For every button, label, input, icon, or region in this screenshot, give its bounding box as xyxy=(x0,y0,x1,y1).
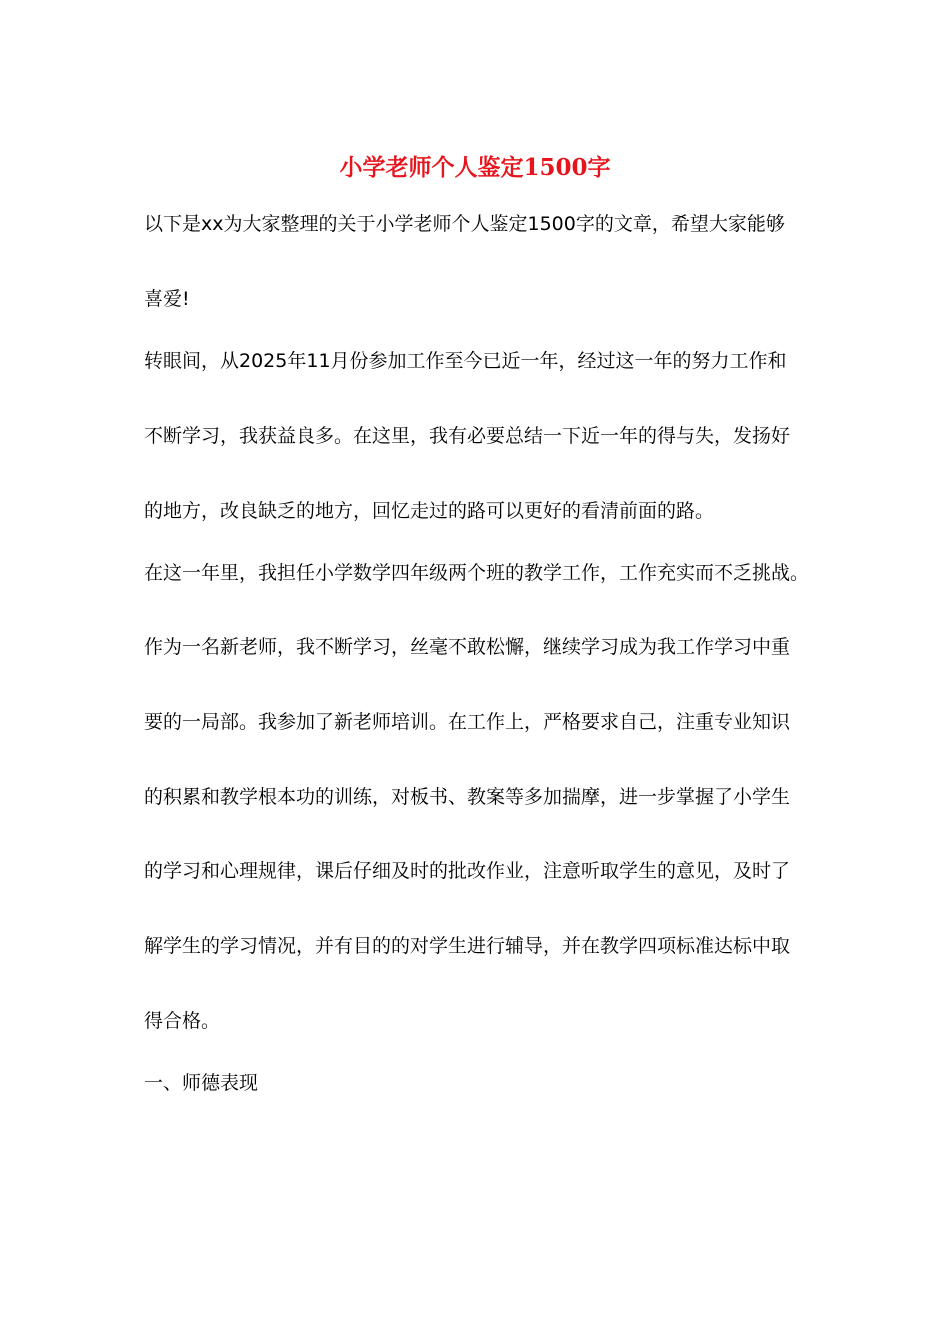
paragraph2-line-3: 要的一局部。我参加了新老师培训。在工作上，严格要求自己，注重专业知识 xyxy=(144,711,791,733)
paragraph2-line-4: 的积累和教学根本功的训练，对板书、教案等多加揣摩，进一步掌握了小学生 xyxy=(144,786,791,808)
paragraph1-line-1: 转眼间，从2025年11月份参加工作至今已近一年，经过这一年的努力工作和 xyxy=(144,350,787,372)
document-title: 小学老师个人鉴定1500字 xyxy=(339,154,611,181)
paragraph2-line-1: 在这一年里，我担任小学数学四年级两个班的教学工作，工作充实而不乏挑战。 xyxy=(144,562,810,584)
paragraph2-line-5: 的学习和心理规律，课后仔细及时的批改作业，注意听取学生的意见，及时了 xyxy=(144,860,791,882)
intro-line-2: 喜爱! xyxy=(144,288,190,310)
paragraph2-line-2: 作为一名新老师，我不断学习，丝毫不敢松懈，继续学习成为我工作学习中重 xyxy=(144,636,791,658)
paragraph2-line-7: 得合格。 xyxy=(144,1010,221,1032)
paragraph1-line-3: 的地方，改良缺乏的地方，回忆走过的路可以更好的看清前面的路。 xyxy=(144,500,715,522)
paragraph2-line-6: 解学生的学习情况，并有目的的对学生进行辅导，并在教学四项标准达标中取 xyxy=(144,935,791,957)
section-heading: 一、师德表现 xyxy=(144,1072,259,1094)
intro-line-1: 以下是xx为大家整理的关于小学老师个人鉴定1500字的文章，希望大家能够 xyxy=(144,213,785,235)
paragraph1-line-2: 不断学习，我获益良多。在这里，我有必要总结一下近一年的得与失，发扬好 xyxy=(144,425,791,447)
